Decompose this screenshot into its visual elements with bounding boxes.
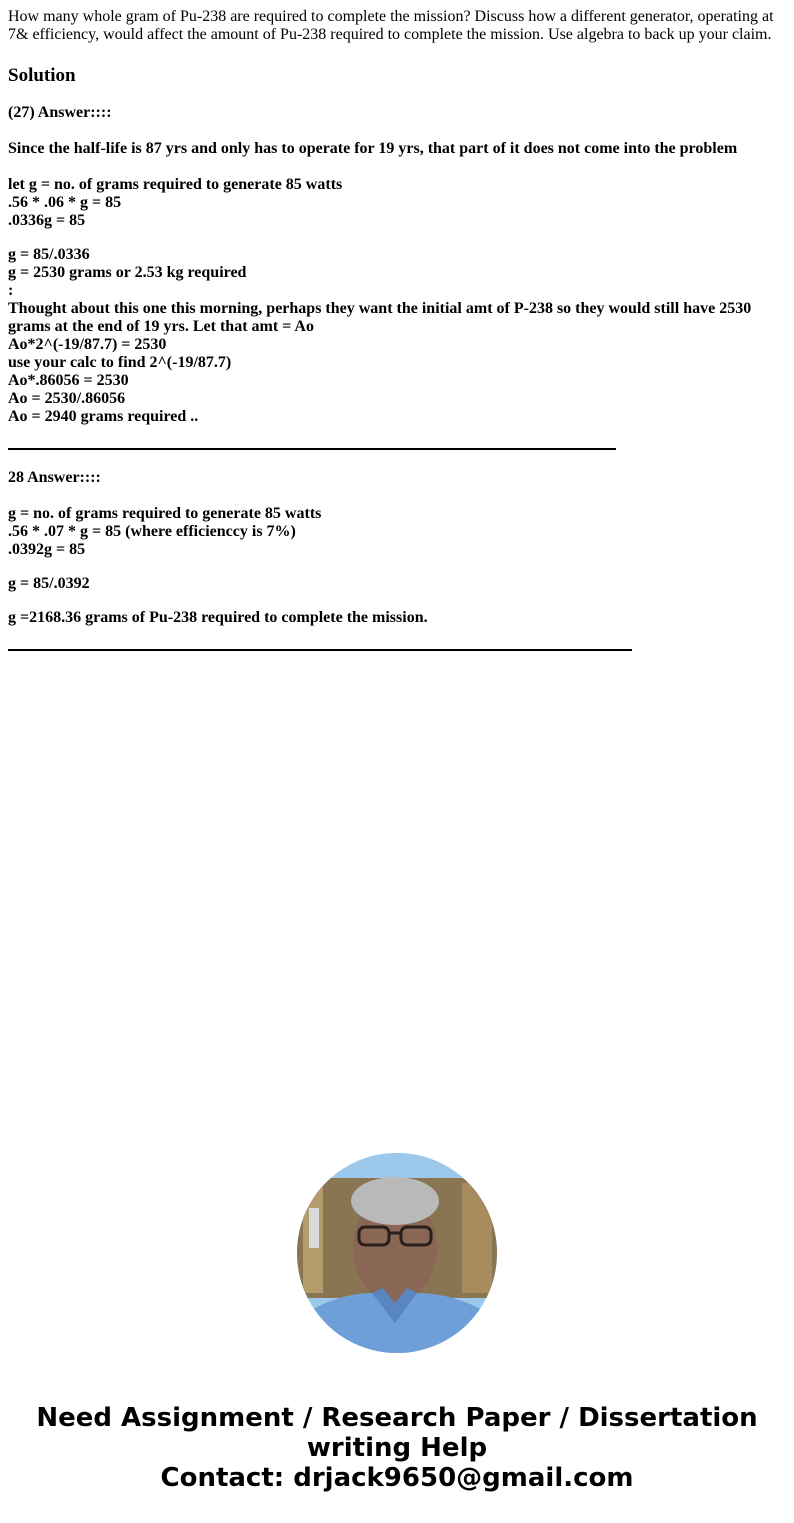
answer-27-line: let g = no. of grams required to generate 85 watts (8, 176, 343, 193)
answer-27-line: Ao = 2530/.86056 (8, 390, 126, 407)
answer-27-line: Thought about this one this morning, perhaps they want the initial amt of P-238 so they would still have 2530 grams at the end of 19 yrs. Let that amt = Ao (8, 300, 752, 335)
answer-28-block (8, 469, 786, 627)
divider-2 (8, 649, 632, 651)
promo-text (0, 1403, 794, 1493)
answer-28-line: g = no. of grams required to generate 85 watts (8, 505, 322, 522)
answer-27-line: g = 2530 grams or 2.53 kg required (8, 264, 247, 281)
promo-line-1: Need Assignment / Research Paper / Dissertation (36, 1403, 758, 1433)
author-photo-icon (297, 1153, 497, 1353)
answer-27-title: (27) Answer:::: (8, 104, 112, 121)
answer-27-line: .56 * .06 * g = 85 (8, 194, 122, 211)
answer-28-line: .0392g = 85 (8, 541, 86, 558)
answer-27-line: .0336g = 85 (8, 212, 86, 229)
answer-27-intro: Since the half-life is 87 yrs and only has to operate for 19 yrs, that part of it does not come into the problem (8, 140, 738, 157)
answer-27-line: Ao*2^(-19/87.7) = 2530 (8, 336, 167, 353)
solution-heading: Solution (8, 65, 76, 86)
answer-27-line: use your calc to find 2^(-19/87.7) (8, 354, 232, 371)
document-page (0, 0, 794, 651)
answer-27-line: Ao = 2940 grams required .. (8, 408, 199, 425)
answer-28-line: g = 85/.0392 (8, 575, 90, 592)
divider-1 (8, 448, 616, 450)
author-section (0, 1153, 794, 1353)
answer-27-block (8, 104, 786, 426)
promo-line-2: writing Help (306, 1433, 488, 1463)
answer-27-line: Ao*.86056 = 2530 (8, 372, 129, 389)
answer-28-line: .56 * .07 * g = 85 (where efficienccy is 7%) (8, 523, 296, 540)
author-avatar (297, 1153, 497, 1353)
answer-27-line: : (8, 282, 14, 299)
contact-email: Contact: drjack9650@gmail.com (160, 1463, 634, 1493)
answer-27-line: g = 85/.0336 (8, 246, 90, 263)
answer-28-result: g =2168.36 grams of Pu-238 required to complete the mission. (8, 609, 428, 626)
question-text: How many whole gram of Pu-238 are required to complete the mission? Discuss how a different generator, operating at 7& efficiency, would affect the amount of Pu-238 required to complete the mission. Use algebra to back up your claim. (8, 8, 774, 43)
answer-28-title: 28 Answer:::: (8, 469, 101, 486)
